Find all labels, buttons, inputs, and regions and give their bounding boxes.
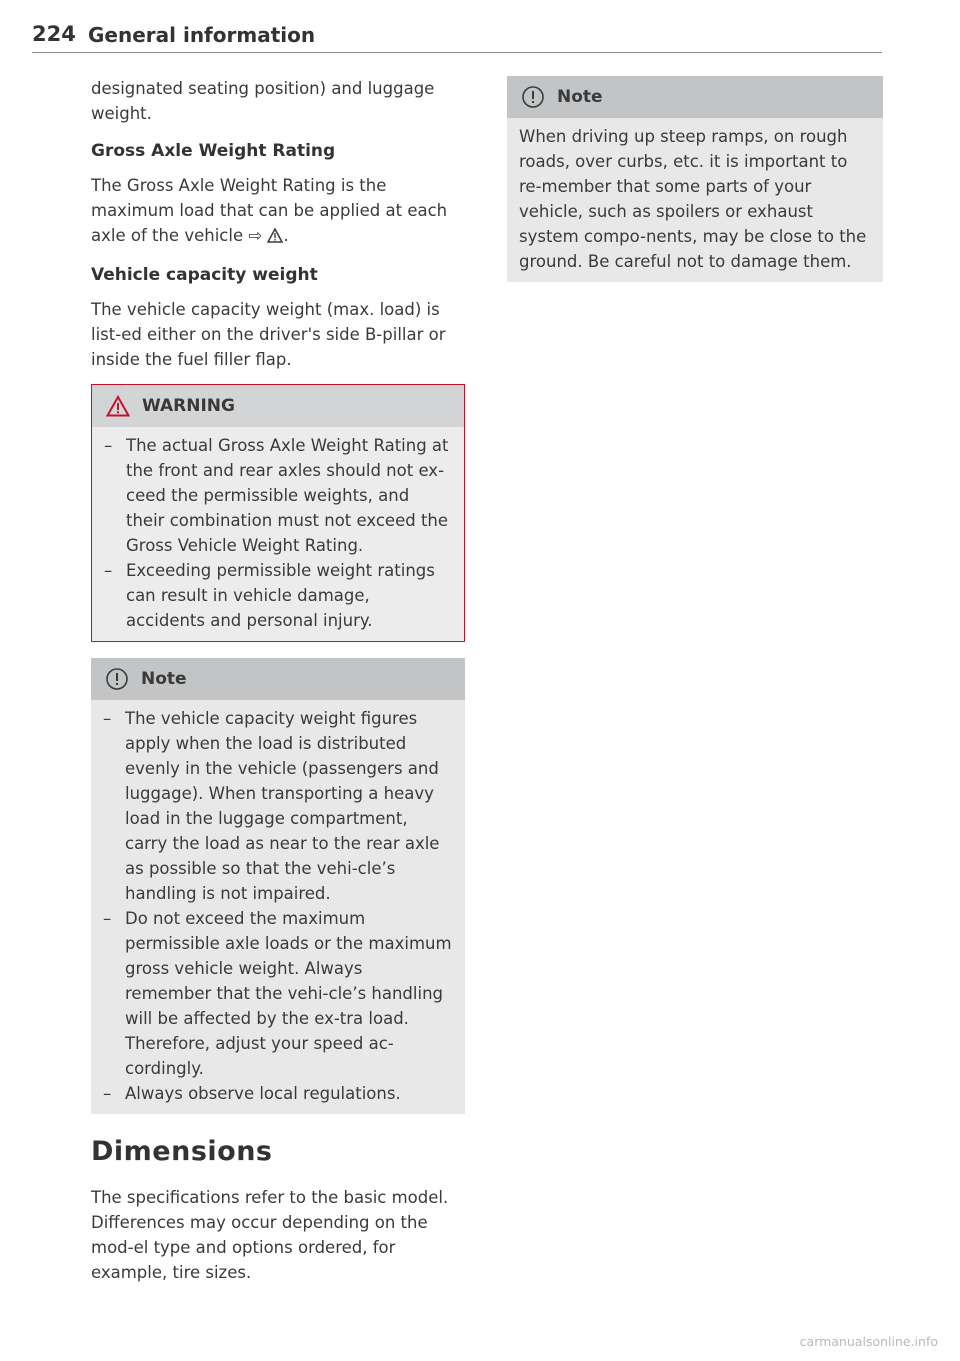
dimensions-heading: Dimensions bbox=[91, 1136, 273, 1167]
intro-paragraph: designated seating position) and luggage weight. bbox=[91, 79, 435, 123]
gawr-text: The Gross Axle Weight Rating is the maximum load that can be applied at each axle of the vehicle bbox=[91, 176, 448, 245]
watermark: carmanualsonline.info bbox=[799, 1334, 938, 1349]
note-header bbox=[507, 76, 883, 118]
note-box bbox=[507, 76, 883, 282]
vcw-paragraph: The vehicle capacity weight (max. load) is list-ed either on the driver's side B-pillar or inside the fuel filler flap. bbox=[91, 300, 446, 369]
note-circle-icon bbox=[105, 667, 129, 691]
note-title: Note bbox=[557, 87, 603, 107]
list-item: – Always observe local regulations. bbox=[103, 1081, 453, 1106]
warning-title: WARNING bbox=[142, 396, 235, 416]
list-item: – The actual Gross Axle Weight Rating at the front and rear axles should not ex-ceed the permissible weights, and their combination must not exceed the Gross Vehicle Weight Rating. bbox=[104, 433, 452, 558]
note-header bbox=[91, 658, 465, 700]
note-text: When driving up steep ramps, on rough roads, over curbs, etc. it is important to re-member that some parts of your vehicle, such as spoilers or exhaust system compo-nents, may be close to the ground. Be careful not to damage them. bbox=[519, 127, 867, 271]
note-title: Note bbox=[141, 669, 187, 689]
warning-header bbox=[92, 385, 464, 427]
dimensions-paragraph: The specifications refer to the basic model. Differences may occur depending on the mod-el type and options ordered, for example, tire sizes. bbox=[91, 1188, 449, 1282]
right-column bbox=[507, 76, 883, 282]
list-item: – Exceeding permissible weight ratings can result in vehicle damage, accidents and personal injury. bbox=[104, 558, 452, 633]
warning-box bbox=[91, 384, 465, 642]
gawr-heading: Gross Axle Weight Rating bbox=[91, 141, 336, 161]
note-list bbox=[103, 706, 453, 1106]
left-column bbox=[91, 76, 465, 1285]
page-header bbox=[32, 22, 882, 53]
warning-triangle-icon bbox=[267, 225, 283, 250]
note-box bbox=[91, 658, 465, 1114]
note-circle-icon bbox=[521, 85, 545, 109]
warning-triangle-icon bbox=[106, 395, 130, 417]
list-item: – The vehicle capacity weight figures apply when the load is distributed evenly in the vehicle (passengers and luggage). When transporting a heavy load in the luggage compartment, carry the load as near to the rear axle as possible so that the vehi-cle’s handling is not impaired. bbox=[103, 706, 453, 906]
list-item: – Do not exceed the maximum permissible axle loads or the maximum gross vehicle weight. Always remember that the vehi-cle’s handling will be affected by the ex-tra load. Therefore, adjust your speed ac-cordingly. bbox=[103, 906, 453, 1081]
gawr-paragraph: The Gross Axle Weight Rating is the maximum load that can be applied at each axle of the vehicle ⇨ . bbox=[91, 173, 465, 250]
warning-list bbox=[104, 433, 452, 633]
section-title: General information bbox=[88, 23, 316, 47]
reference-arrow[interactable]: ⇨ bbox=[248, 226, 263, 245]
page-number: 224 bbox=[32, 22, 76, 46]
vcw-heading: Vehicle capacity weight bbox=[91, 265, 318, 285]
